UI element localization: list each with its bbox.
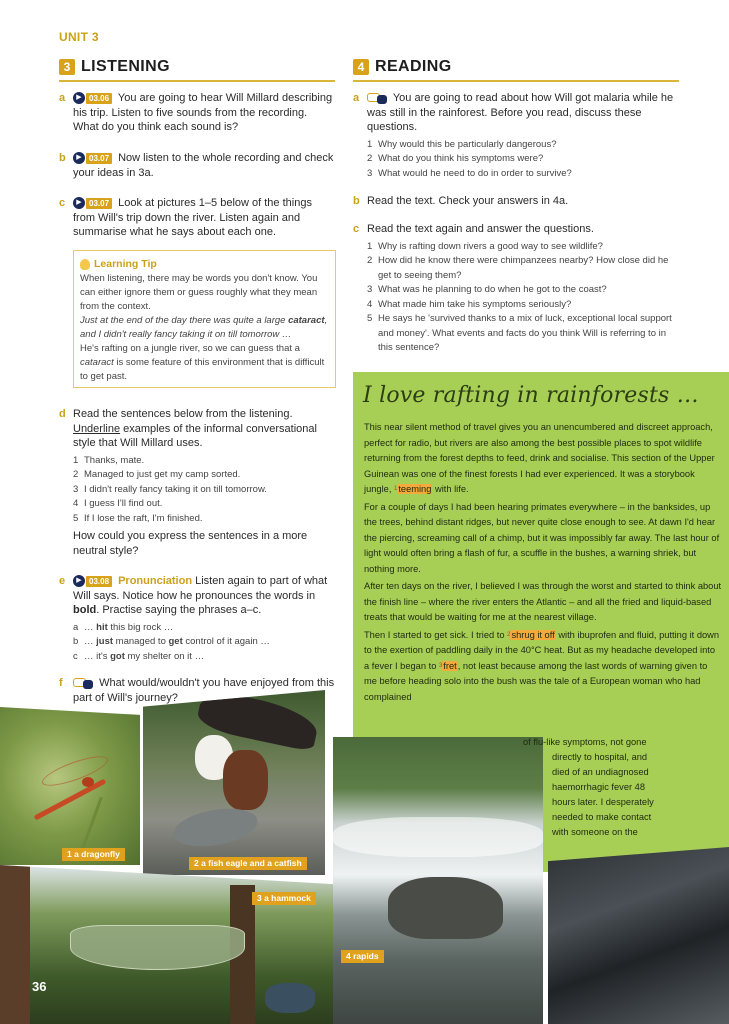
audio-track[interactable] xyxy=(73,92,112,104)
fish-eagle-photo xyxy=(143,690,325,875)
learning-tip-title: Learning Tip xyxy=(94,258,157,270)
exercise-letter: b xyxy=(59,152,66,164)
exercise-letter: d xyxy=(59,408,66,420)
exercise-text: Read the sentences below from the listening. xyxy=(73,408,293,420)
exercise-letter: a xyxy=(59,92,66,104)
article-line: haemorrhagic fever 48 xyxy=(552,782,646,792)
highlighted-word: fret xyxy=(443,660,457,671)
dragonfly-photo xyxy=(0,707,140,865)
article-line: died of an undiagnosed xyxy=(552,767,649,777)
tip-explanation-text: is some feature of this environment that is difficult to get past. xyxy=(80,357,325,382)
section-number: 3 xyxy=(59,59,75,75)
reading-heading xyxy=(353,58,679,82)
list-item: 3 What was he planning to do when he got to the coast? xyxy=(367,284,607,295)
play-icon[interactable]: ▶ xyxy=(73,92,85,104)
unit-label: UNIT 3 xyxy=(59,30,99,44)
exercise-3a xyxy=(59,91,335,135)
exercise-text: You are going to read about how Will got malaria while he was still in the rainforest. Before you read, discuss these questions. xyxy=(367,92,674,133)
section-title: READING xyxy=(375,58,452,75)
page-number: 36 xyxy=(32,979,47,994)
article-paragraph: This near silent method of travel gives you an unencumbered and discreet approach, perfect for radio, but rivers are also among the best possible places to spot wildlife returning from the forest depths to feed, drink and socialise. This section of the Upper Guinean was one of the finest forests I had ever experienced. It was a storybook jungle, $^1$teeming with life. xyxy=(364,422,715,494)
learning-tip-heading xyxy=(80,257,329,271)
tip-keyword: cataract xyxy=(80,357,114,368)
section-number: 4 xyxy=(353,59,369,75)
tip-keyword: cataract xyxy=(288,315,325,326)
hammock-photo xyxy=(0,865,333,1024)
exercise-text: Read the text again and answer the questions. xyxy=(367,223,594,235)
exercise-text: Now listen to the whole recording and check your ideas in 3a. xyxy=(73,152,334,179)
speaking-icon xyxy=(73,678,93,689)
track-code: 03.07 xyxy=(86,198,112,209)
exercise-text: . Practise saying the phrases a–c. xyxy=(96,604,262,616)
rock-shape xyxy=(388,877,503,939)
exercise-4b xyxy=(353,194,679,209)
play-icon[interactable]: ▶ xyxy=(73,575,85,587)
exercise-4c xyxy=(353,222,679,356)
listening-heading xyxy=(59,58,335,82)
play-icon[interactable]: ▶ xyxy=(73,152,85,164)
audio-track[interactable] xyxy=(73,197,112,209)
caption-rapids: 4 rapids xyxy=(341,950,384,963)
article-paragraph: After ten days on the river, I believed I was through the worst and started to think about the finish line – where the river enters the Atlantic – and all the fried and liquid-based treats that would be waiting for me at the nearest village. xyxy=(364,581,722,622)
exercise-text: You are going to hear Will Millard describing his trip. Listen to five sounds from the recording. What do you think each sound is? xyxy=(73,92,333,133)
river-water-photo xyxy=(548,847,729,1024)
article-body xyxy=(364,420,722,707)
article-line: directly to hospital, and xyxy=(552,752,648,762)
question-list xyxy=(367,138,679,182)
article-paragraph: Then I started to get sick. I tried to $^2$shrug it off with ibuprofen and fluid, putting it down to the exertion of paddling daily in the 40°C heat. But as my headache developed into a fever I began to $^3$fret, not least because among the last words of warning given to me before heading solo into the bush was the tale of a European woman who had complained xyxy=(364,629,720,702)
pronunciation-label: Pronunciation xyxy=(118,575,193,587)
exercise-letter: b xyxy=(353,195,360,207)
exercise-text: Look at pictures 1–5 below of the things from Will's trip down the river. Listen again and summarise what he says about each one. xyxy=(73,197,312,238)
tip-example-text: Just at the end of the day there was quite a large xyxy=(80,315,289,326)
underline-word: Underline xyxy=(73,422,121,435)
exercise-text: What would/wouldn't you have enjoyed from this part of Will's journey? xyxy=(73,677,335,704)
tip-example-text: , and I didn't really fancy taking it on till tomorrow … xyxy=(80,315,328,340)
audio-track[interactable] xyxy=(73,575,112,587)
list-item: 5 He says he 'survived thanks to a mix of luck, exceptional local support and money'. What events and facts do you think Will is referring to in this sentence? xyxy=(367,313,672,353)
list-item: a … hit this big rock … xyxy=(73,621,174,633)
tip-example xyxy=(80,314,329,342)
list-item: 1 Why would this be particularly dangerous? xyxy=(367,138,557,150)
list-item: b … just managed to get control of it again … xyxy=(73,636,270,647)
tip-explanation xyxy=(80,342,329,384)
exercise-3c xyxy=(59,196,335,240)
exercise-text: Listen again to part of what Will says. Notice how he pronounces the words in xyxy=(73,575,328,602)
follow-up-question: How could you express the sentences in a more neutral style? xyxy=(73,530,308,557)
bold-word: bold xyxy=(73,604,97,616)
list-item: 2 How did he know there were chimpanzees nearby? How close did he get to seeing them? xyxy=(367,255,669,281)
article-line: with someone on the xyxy=(552,827,638,837)
list-item: 2 What do you think his symptoms were? xyxy=(367,153,544,164)
question-list xyxy=(367,240,679,356)
exercise-4a xyxy=(353,91,679,181)
list-item: 1 Why is rafting down rivers a good way to see wildlife? xyxy=(367,240,603,252)
track-code: 03.06 xyxy=(86,93,112,104)
exercise-letter: c xyxy=(59,197,66,209)
list-item: 2 Managed to just get my camp sorted. xyxy=(73,469,241,480)
list-item: 5 If I lose the raft, I'm finished. xyxy=(73,512,203,524)
lightbulb-icon xyxy=(80,259,90,270)
list-item: 4 I guess I'll find out. xyxy=(73,498,163,509)
list-item: 3 What would he need to do in order to survive? xyxy=(367,167,572,179)
article-paragraph: For a couple of days I had been hearing primates everywhere – in the banksides, up the trees, behind distant ridges, but never quite close enough to see. At dawn I'd hear the piercing, screaming call of a chimp, but it was impossibly far away. The last hour of light would often bring a flash of fur, a scuffle in the bushes, a warning shriek, but nothing more. xyxy=(364,501,720,574)
highlighted-word: shrug it off xyxy=(511,629,555,640)
play-icon[interactable]: ▶ xyxy=(73,197,85,209)
list-item: 1 Thanks, mate. xyxy=(73,454,145,466)
exercise-3d xyxy=(59,407,335,558)
exercise-letter: c xyxy=(353,223,360,235)
sentence-list xyxy=(73,454,335,527)
rapids-photo xyxy=(333,737,543,1024)
highlighted-word: teeming xyxy=(398,484,432,494)
article-line: hours later. I desperately xyxy=(552,797,654,807)
exercise-text: examples of the informal conversational style that Will Millard uses. xyxy=(73,422,317,449)
exercise-text: Read the text. Check your answers in 4a. xyxy=(367,195,569,207)
caption-hammock: 3 a hammock xyxy=(252,892,316,905)
track-code: 03.08 xyxy=(86,576,112,587)
tip-explanation-text: He's rafting on a jungle river, so we can guess that a xyxy=(80,343,300,354)
caption-dragonfly: 1 a dragonfly xyxy=(62,848,125,861)
exercise-3e xyxy=(59,574,335,664)
speaking-icon xyxy=(367,93,387,104)
track-code: 03.07 xyxy=(86,153,112,164)
phrase-list xyxy=(73,621,335,665)
exercise-letter: f xyxy=(59,677,63,689)
exercise-letter: a xyxy=(353,92,360,104)
list-item: 3 I didn't really fancy taking it on till tomorrow. xyxy=(73,483,267,495)
tip-paragraph: When listening, there may be words you don't know. You can either ignore them or guess roughly what they mean from the context. xyxy=(80,273,318,312)
article-title: I love rafting in rainforests … xyxy=(363,383,699,408)
exercise-letter: e xyxy=(59,575,66,587)
list-item: 4 What made him take his symptoms seriously? xyxy=(367,298,572,310)
audio-track[interactable] xyxy=(73,152,112,164)
article-line: of flu-like symptoms, not gone xyxy=(523,737,647,747)
learning-tip-box xyxy=(73,250,336,388)
exercise-3b xyxy=(59,151,335,180)
article-line: needed to make contact xyxy=(552,812,652,822)
caption-fish-eagle: 2 a fish eagle and a catfish xyxy=(189,857,307,870)
list-item: c … it's got my shelter on it … xyxy=(73,650,205,662)
section-title: LISTENING xyxy=(81,58,170,75)
